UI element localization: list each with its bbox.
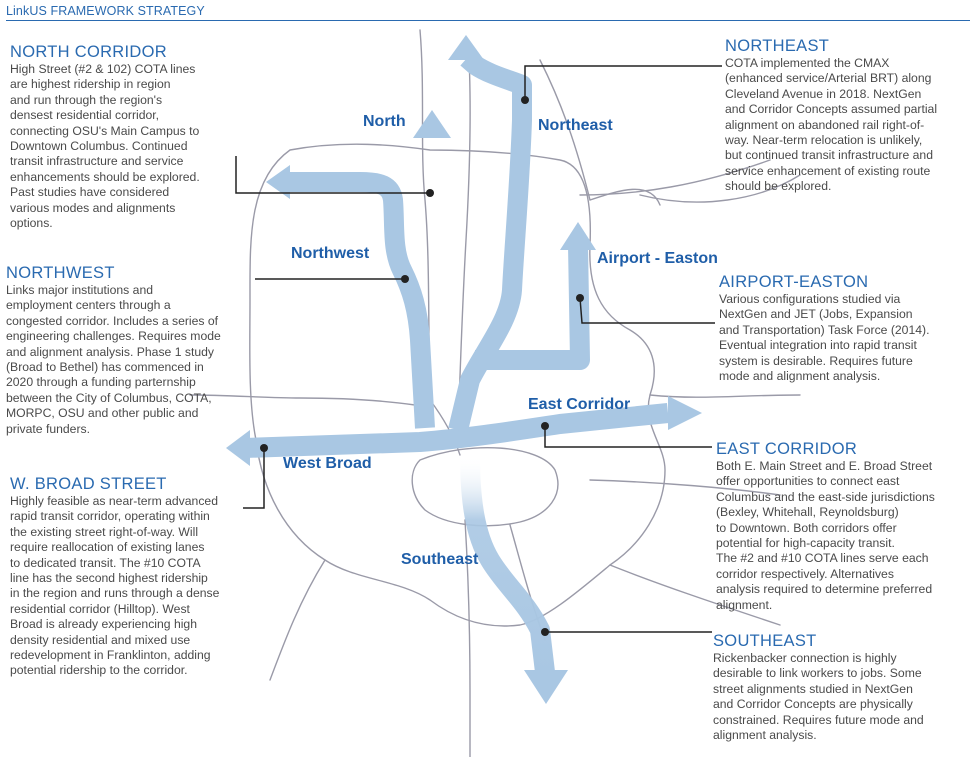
inner-loop [412,448,558,526]
label-southeast: Southeast [401,551,479,568]
label-east-corridor: East Corridor [528,396,631,413]
block-title: EAST CORRIDOR [716,440,858,458]
dot-east [541,422,549,430]
arrowhead-southeast [524,670,568,704]
block-body: Rickenbacker connection is highly desirable to link workers to jobs. Some street alignments studied in NextGen and Corridor Concepts are physically constrained. Requires future mode and alignment analysis. [713,651,924,743]
block-northeast [725,36,970,195]
arrowhead-northwest [266,165,290,199]
label-northwest: Northwest [291,245,370,262]
corridor-northeast [458,58,522,430]
label-north: North [363,113,406,130]
dot-northeast [521,96,529,104]
block-body: Both E. Main Street and E. Broad Street offer opportunities to connect east Columbus and the east-side jurisdictions (Bexley, Whitehall, Reynoldsburg) to Downtown. Both corridors offer potential for high-capacity transit. The #2 and #10 COTA lines serve each corridor respectively. Alternatives analysis required to determine preferred alignment. [716,459,935,612]
block-north-corridor [10,42,245,231]
arrowhead-east [668,396,702,430]
block-body: High Street (#2 & 102) COTA lines are highest ridership in region and run through the region's densest residential corridor, connecting OSU's Main Campus to Downtown Columbus. Continued transit infrastructure and service enhancements should be explored. Past studies have considered various modes and alignments options. [10,62,200,231]
dot-north [426,189,434,197]
road-sw [270,560,325,680]
block-w-broad-street [10,474,260,679]
arrowheads [226,35,702,704]
block-body: Various configurations studied via NextGen and JET (Jobs, Expansion and Transportation) Task Force (2014). Eventual integration into rapid transit system is desirable. Requires future mode and alignment analysis. [719,292,930,384]
block-southeast [713,631,968,743]
block-title: NORTHEAST [725,37,830,55]
road-network [190,30,800,757]
road-east-out [650,395,800,397]
leader-northeast [525,66,722,100]
block-title: SOUTHEAST [713,632,817,650]
arrowhead-north [413,110,451,138]
block-body: Links major institutions and employment centers through a congested corridor. Includes a series of engineering challenges. Requires mode and alignment analysis. Phase 1 study (Broad to Bethel) has commenced in 2020 through a funding parternship between the City of Columbus, COTA, MORPC, OSU and other public and private funders. [6,283,221,436]
dot-northwest [401,275,409,283]
dot-southeast [541,628,549,636]
block-title: AIRPORT-EASTON [719,273,869,291]
block-body: COTA implemented the CMAX (enhanced service/Arterial BRT) along Cleveland Avenue in 2018. NextGen and Corridor Concepts assumed partial alignment on abandoned rail right-of- way. Near-term relocation is unlikely, but continued transit infrastructure and service enhancement of existing route should be explored. [725,56,938,194]
block-title: W. BROAD STREET [10,475,167,493]
block-northwest [6,263,256,437]
label-northeast: Northeast [538,117,613,134]
arrowhead-northeast [448,35,484,60]
block-title: NORTHWEST [6,264,115,282]
block-airport-easton [719,272,969,384]
dot-westbroad [260,444,268,452]
corridor-southeast [470,455,545,672]
page-header: LinkUS FRAMEWORK STRATEGY [6,4,205,18]
block-east-corridor [716,439,971,613]
label-airport-easton: Airport - Easton [597,250,718,267]
dot-airport [576,294,584,302]
block-body: Highly feasible as near-term advanced rapid transit corridor, operating within the existing street right-of-way. Will require reallocation of existing lanes to dedicated transit. The #10 COTA line has the second highest ridership in the region and runs through a dense residential corridor (Hilltop). West Broad is already experiencing high density residential and mixed use redevelopment in Franklinton, adding potential ridership to the corridor. [10,494,220,678]
label-west-broad: West Broad [283,455,372,472]
block-title: NORTH CORRIDOR [10,43,167,61]
corridor-northwest [285,182,425,428]
